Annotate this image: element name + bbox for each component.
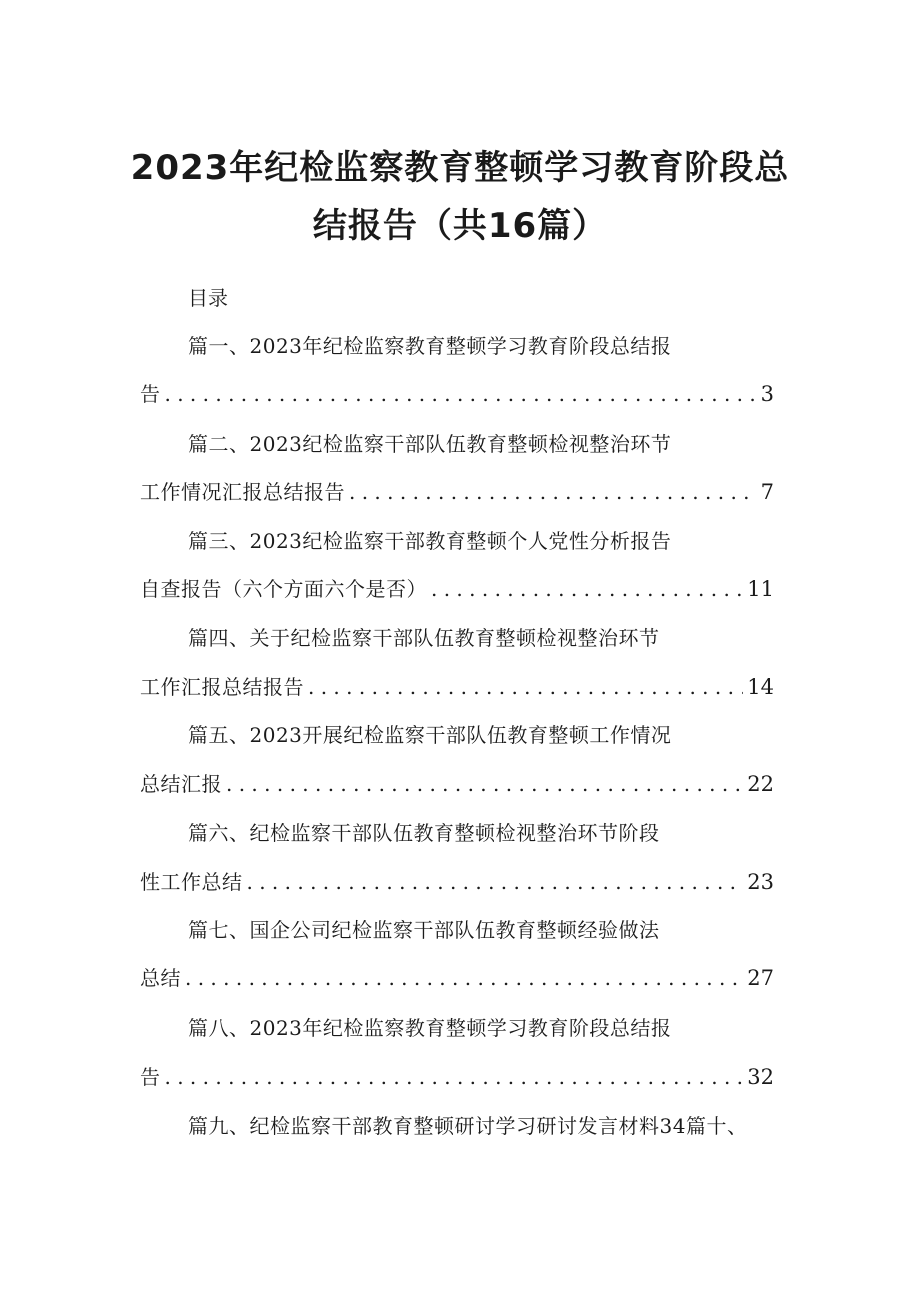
toc-entry-1-row[interactable] — [140, 378, 774, 407]
toc-entry-3-page-number: 11 — [747, 577, 774, 601]
toc-entry-3-title[interactable]: 篇三、2023纪检监察干部教育整顿个人党性分析报告 — [188, 529, 672, 553]
toc-entry-8-continuation: 告 — [140, 1065, 161, 1089]
dot-leader — [349, 480, 757, 504]
toc-entry-8-page-number: 32 — [747, 1065, 774, 1089]
dot-leader — [165, 1065, 744, 1089]
toc-entry-2-page-number: 7 — [760, 480, 774, 504]
toc-entry-6-title[interactable]: 篇六、纪检监察干部队伍教育整顿检视整治环节阶段 — [188, 821, 660, 845]
toc-entry-7-title[interactable]: 篇七、国企公司纪检监察干部队伍教育整顿经验做法 — [188, 918, 660, 942]
toc-entry-6-continuation: 性工作总结 — [140, 870, 243, 894]
toc-entry-2-title[interactable]: 篇二、2023纪检监察干部队伍教育整顿检视整治环节 — [188, 432, 672, 456]
toc-entry-5-title[interactable]: 篇五、2023开展纪检监察干部队伍教育整顿工作情况 — [188, 723, 672, 747]
dot-leader — [165, 382, 757, 406]
toc-entry-3-continuation: 自查报告（六个方面六个是否） — [140, 577, 427, 601]
toc-entry-6-page-number: 23 — [747, 870, 774, 894]
dot-leader — [308, 675, 743, 699]
toc-entry-8-title[interactable]: 篇八、2023年纪检监察教育整顿学习教育阶段总结报 — [188, 1016, 672, 1040]
document-title-line-1: 2023年纪检监察教育整顿学习教育阶段总 — [130, 148, 790, 188]
toc-entry-7-row[interactable] — [140, 962, 774, 991]
toc-entry-5-continuation: 总结汇报 — [140, 772, 222, 796]
dot-leader — [247, 870, 744, 894]
dot-leader — [431, 577, 743, 601]
toc-entry-4-title[interactable]: 篇四、关于纪检监察干部队伍教育整顿检视整治环节 — [188, 626, 660, 650]
toc-entry-5-row[interactable] — [140, 768, 774, 797]
toc-entry-7-continuation: 总结 — [140, 966, 181, 990]
toc-entry-9-title[interactable]: 篇九、纪检监察干部教育整顿研讨学习研讨发言材料34篇十、 — [188, 1114, 748, 1138]
toc-entry-1-continuation: 告 — [140, 382, 161, 406]
toc-entry-1-title[interactable]: 篇一、2023年纪检监察教育整顿学习教育阶段总结报 — [188, 334, 672, 358]
toc-entry-2-continuation: 工作情况汇报总结报告 — [140, 480, 345, 504]
toc-entry-4-page-number: 14 — [747, 675, 774, 699]
toc-entry-2-row[interactable] — [140, 476, 774, 505]
toc-entry-6-row[interactable] — [140, 866, 774, 895]
toc-heading: 目录 — [188, 286, 228, 310]
toc-entry-5-page-number: 22 — [747, 772, 774, 796]
dot-leader — [226, 772, 743, 796]
toc-entry-4-continuation: 工作汇报总结报告 — [140, 675, 304, 699]
toc-entry-7-page-number: 27 — [747, 966, 774, 990]
dot-leader — [185, 966, 743, 990]
document-title-line-2: 结报告（共16篇） — [312, 206, 608, 246]
toc-entry-1-page-number: 3 — [760, 382, 774, 406]
toc-entry-3-row[interactable] — [140, 573, 774, 602]
toc-entry-8-row[interactable] — [140, 1061, 774, 1090]
toc-entry-4-row[interactable] — [140, 671, 774, 700]
